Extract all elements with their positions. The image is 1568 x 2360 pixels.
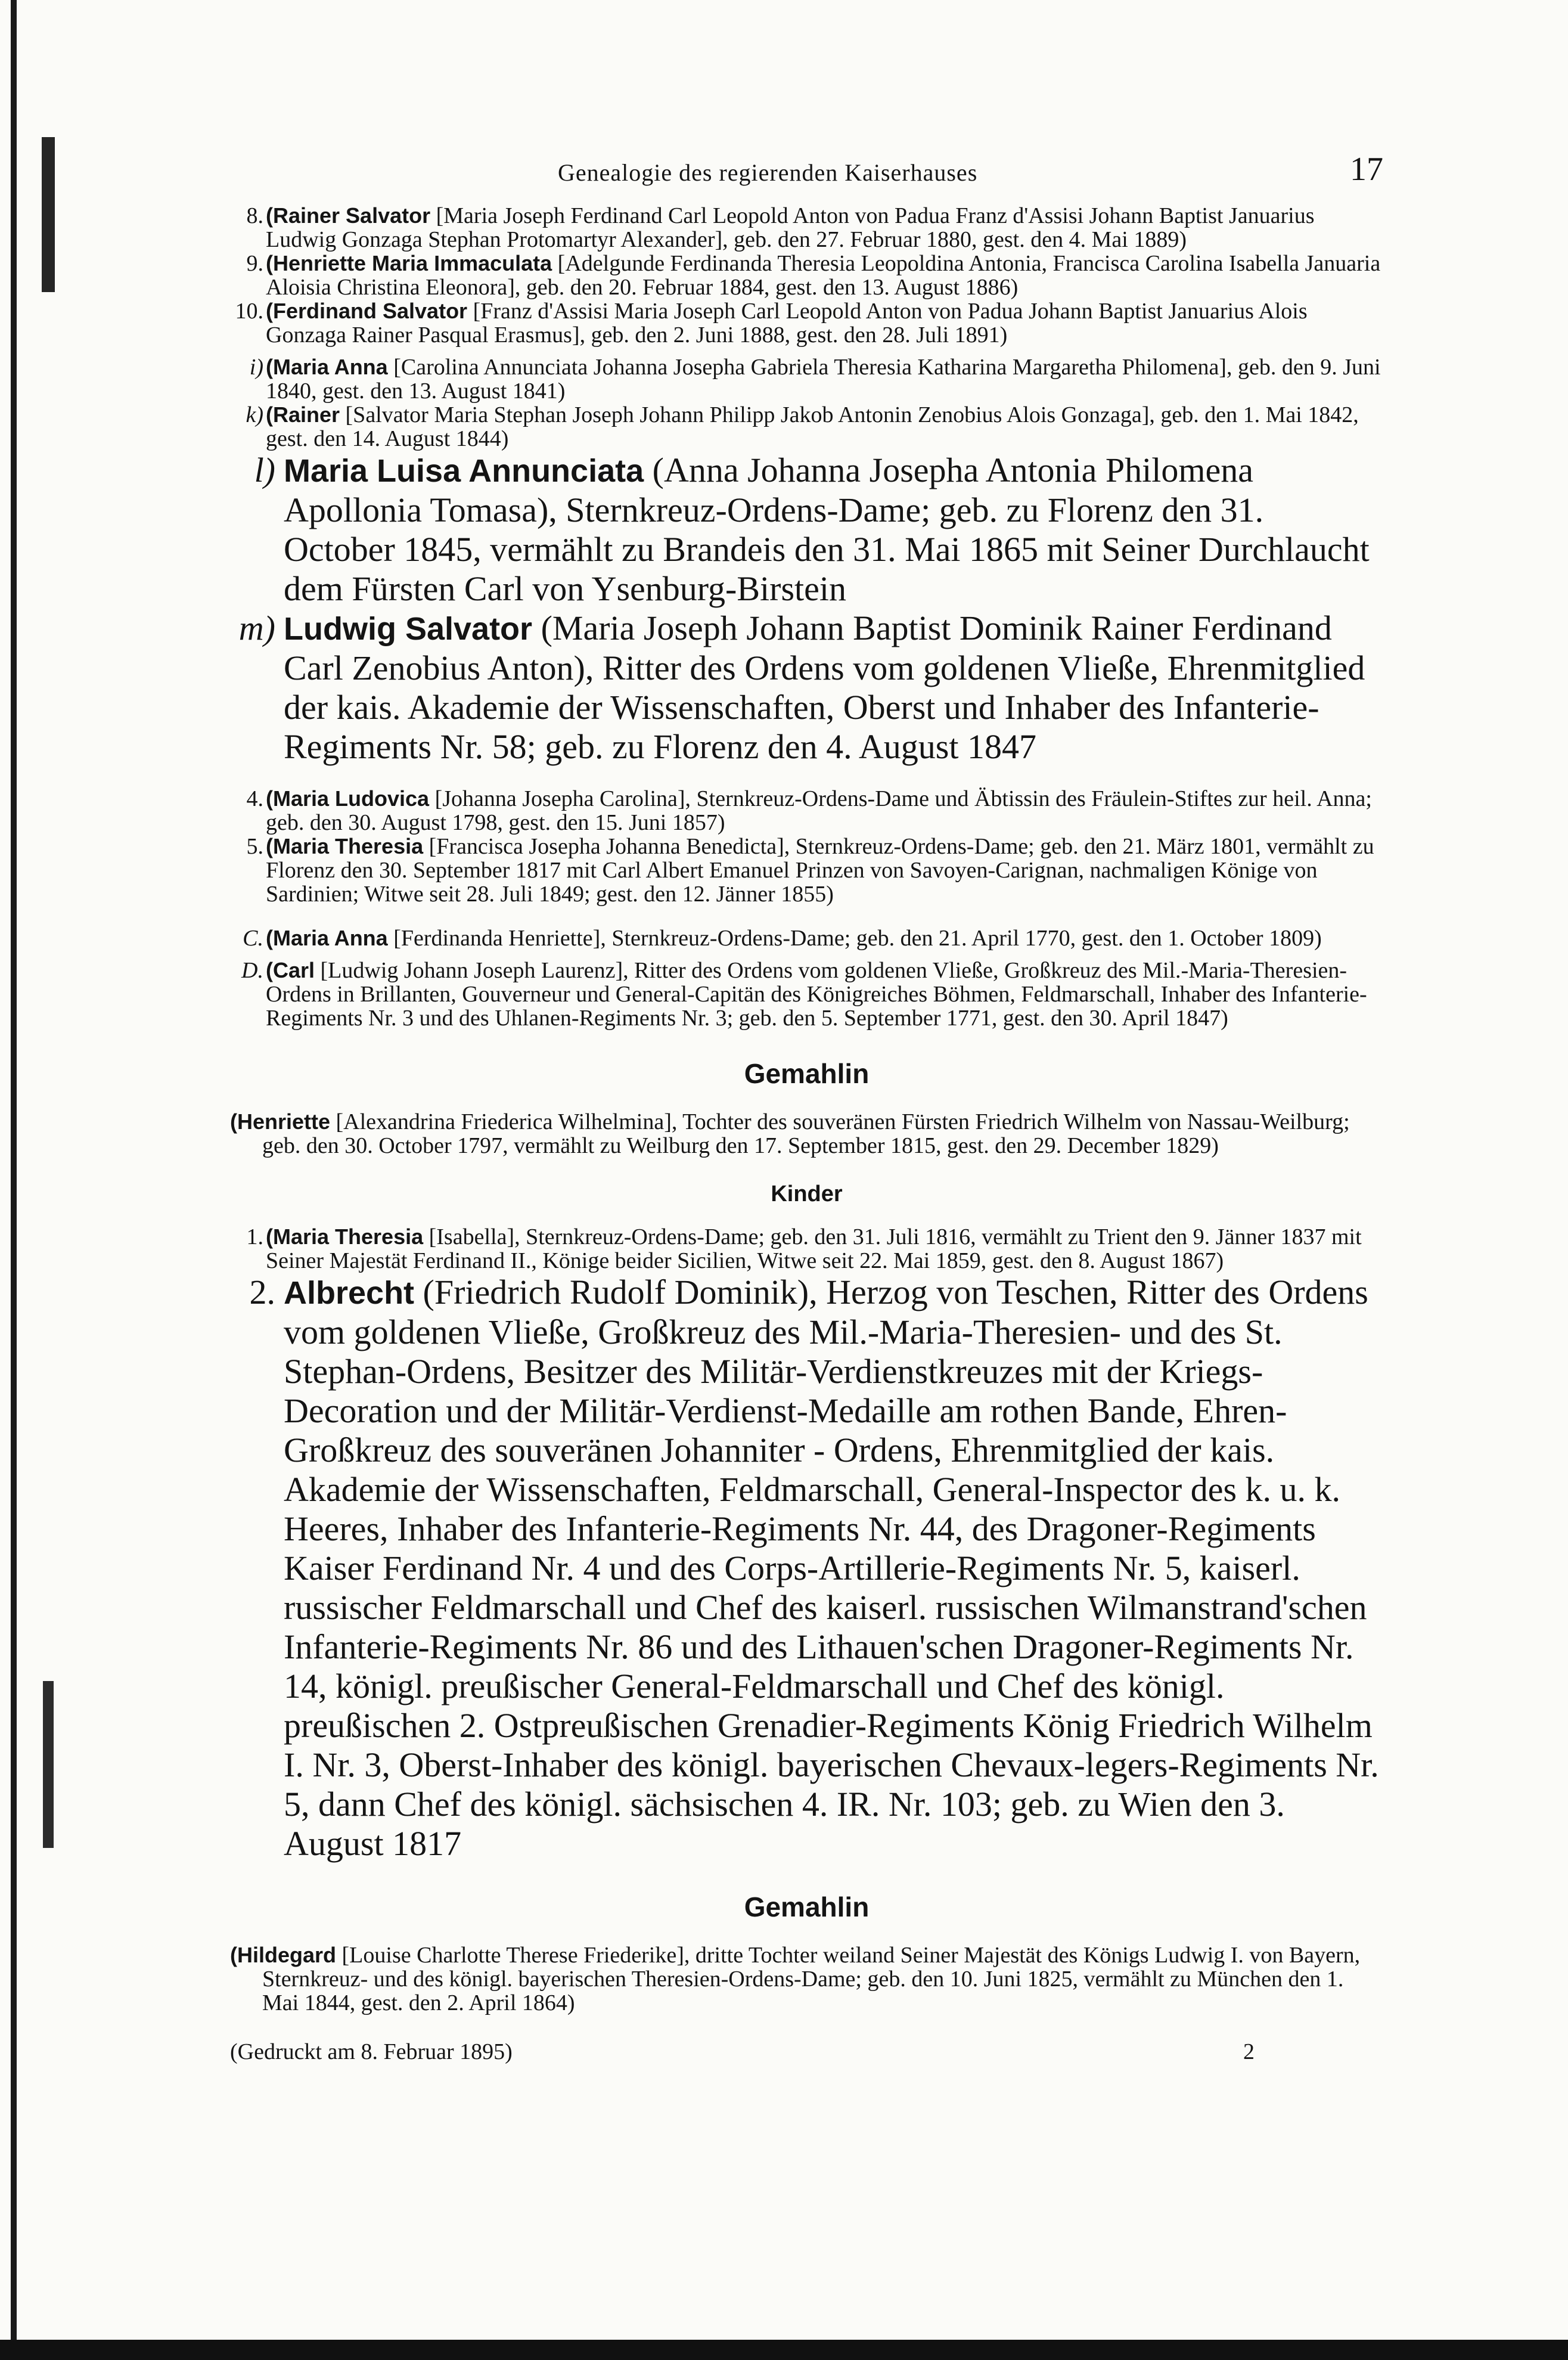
scan-binding-mark-bottom: [43, 1681, 54, 1848]
kind-2: [230, 1273, 1383, 1863]
entry-name: Maria Luisa Annunciata: [284, 453, 644, 489]
printed-date: (Gedruckt am 8. Februar 1895): [230, 2039, 513, 2064]
page-footer: [230, 2039, 1383, 2074]
entry-number: 10.: [235, 299, 263, 324]
entry-number: k): [246, 402, 263, 427]
entry-text: [Maria Joseph Ferdinand Carl Leopold Anton von Padua Franz d'Assisi Johann Baptist Januarius Ludwig Gonzaga Stephan Protomartyr Alexander], geb. den 27. Februar 1880, gest. den 4. Mai 1889): [266, 203, 1315, 252]
entry-text: [Salvator Maria Stephan Joseph Johann Philipp Jakob Antonin Zenobius Alois Gonzaga], geb. den 1. Mai 1842, gest. den 14. August 1844): [266, 402, 1359, 451]
entry-number: C.: [243, 926, 263, 951]
entry-text: (Anna Johanna Josepha Antonia Philomena Apollonia Tomasa), Sternkreuz-Ordens-Dame; geb. zu Florenz den 31. October 1845, vermählt zu Brandeis den 31. Mai 1865 mit Seiner Durchlaucht dem Fürsten Carl von Ysenburg-Birstein: [284, 451, 1370, 608]
entry-name: (Maria Anna: [266, 926, 388, 950]
entry-text: [Isabella], Sternkreuz-Ordens-Dame; geb. den 31. Juli 1816, vermählt zu Trient den 9. Jänner 1837 mit Seiner Majestät Ferdinand II., Könige beider Sicilien, Witwe seit 22. Mai 1859, gest. den 8. August 1867): [266, 1224, 1362, 1273]
entry-number: l): [254, 451, 275, 489]
entry-name: (Rainer: [266, 402, 340, 427]
entry-number: i): [249, 355, 263, 380]
entry-text: [Francisca Josepha Johanna Benedicta], Sternkreuz-Ordens-Dame; geb. den 21. März 1801, vermählt zu Florenz den 30. September 1817 mit Carl Albert Emanuel Prinzen von Savoyen-Carignan, nachmaligen Könige von Sardinien; Witwe seit 28. Juli 1849; gest. den 12. Jänner 1855): [266, 834, 1374, 907]
page-number: 17: [1350, 151, 1383, 188]
entry-8: [230, 204, 1383, 252]
entry-number: 5.: [246, 834, 263, 859]
entry-5: [230, 835, 1383, 906]
scan-edge-bottom: [0, 2340, 1568, 2360]
scan-edge-left: [11, 0, 17, 2360]
entry-text: (Maria Joseph Johann Baptist Dominik Rainer Ferdinand Carl Zenobius Anton), Ritter des Ordens vom goldenen Vließe, Ehrenmitglied der kais. Akademie der Wissenschaften, Oberst und Inhaber des Infanterie-Regiments Nr. 58; geb. zu Florenz den 4. August 1847: [284, 609, 1365, 766]
entry-name: (Henriette: [230, 1109, 331, 1134]
entry-9: [230, 252, 1383, 299]
entry-text: [Johanna Josepha Carolina], Sternkreuz-Ordens-Dame und Äbtissin des Fräulein-Stiftes zur heil. Anna; geb. den 30. August 1798, gest. den 15. Juni 1857): [266, 786, 1372, 835]
entry-number: 9.: [246, 251, 263, 276]
entry-text: [Louise Charlotte Therese Friederike], dritte Tochter weiland Seiner Majestät des Königs Ludwig I. von Bayern, Sternkreuz- und des königl. bayerischen Theresien-Ordens-Dame; geb. den 10. Juni 1825, vermählt zu München den 1. Mai 1844, gest. den 2. April 1864): [262, 1943, 1361, 2015]
entry-name: (Carl: [266, 958, 315, 982]
entry-text: [Ludwig Johann Joseph Laurenz], Ritter des Ordens vom goldenen Vließe, Großkreuz des Mil.-Maria-Theresien-Ordens in Brillanten, Gouverneur und General-Capitän des Königreiches Böhmen, Feldmarschall, Inhaber des Infanterie-Regiments Nr. 3 und des Uhlanen-Regiments Nr. 3; geb. den 5. September 1771, gest. den 30. April 1847): [266, 958, 1367, 1031]
entry-text: [Carolina Annunciata Johanna Josepha Gabriela Theresia Katharina Margaretha Philomena], geb. den 9. Juni 1840, gest. den 13. August 1841): [266, 355, 1381, 404]
running-head: [230, 151, 1383, 196]
entry-name: (Maria Theresia: [266, 1224, 424, 1249]
entry-name: Albrecht: [284, 1275, 415, 1311]
entry-4: [230, 787, 1383, 835]
heading-gemahlin-2: Gemahlin: [744, 1891, 870, 1922]
entry-name: (Ferdinand Salvator: [266, 299, 468, 323]
entry-number: 1.: [246, 1224, 263, 1249]
heading-kinder: Kinder: [771, 1181, 843, 1207]
entry-text: [Alexandrina Friederica Wilhelmina], Tochter des souveränen Fürsten Friedrich Wilhelm von Nassau-Weilburg; geb. den 30. October 1797, vermählt zu Weilburg den 17. September 1815, gest. den 29. December 1829): [262, 1109, 1350, 1158]
page-content: [230, 151, 1383, 2074]
entry-text: [Franz d'Assisi Maria Joseph Carl Leopold Anton von Padua Johann Baptist Januarius Alois Gonzaga Rainer Pasqual Erasmus], geb. den 2. Juni 1888, gest. den 28. Juli 1891): [266, 299, 1308, 348]
entry-text: [Ferdinanda Henriette], Sternkreuz-Ordens-Dame; geb. den 21. April 1770, gest. den 1. October 1809): [387, 926, 1322, 951]
entry-m: [230, 609, 1383, 767]
entry-number: 4.: [246, 786, 263, 811]
entry-text: (Friedrich Rudolf Dominik), Herzog von Teschen, Ritter des Ordens vom goldenen Vließe, Großkreuz des Mil.-Maria-Theresien- und des St. Stephan-Ordens, Besitzer des Militär-Verdienstkreuzes mit der Kriegs-Decoration und der Militär-Verdienst-Medaille am rothen Bande, Ehren-Großkreuz des souveränen Johanniter - Ordens, Ehrenmitglied der kais. Akademie der Wissenschaften, Feldmarschall, General-Inspector des k. u. k. Heeres, Inhaber des Infanterie-Regiments Nr. 44, des Dragoner-Regiments Kaiser Ferdinand Nr. 4 und des Corps-Artillerie-Regiments Nr. 5, kaiserl. russischer Feldmarschall und Chef des kaiserl. russischen Wilmanstrand'schen Infanterie-Regiments Nr. 86 und des Lithauen'schen Dragoner-Regiments Nr. 14, königl. preußischer General-Feldmarschall und Chef des königl. preußischen 2. Ostpreußischen Grenadier-Regiments König Friedrich Wilhelm I. Nr. 3, Oberst-Inhaber des königl. bayerischen Chevaux-legers-Regiments Nr. 5, dann Chef des königl. sächsischen 4. IR. Nr. 103; geb. zu Wien den 3. August 1817: [284, 1273, 1379, 1863]
running-head-title: Genealogie des regierenden Kaiserhauses: [558, 159, 978, 186]
entry-10: [230, 299, 1383, 347]
entry-name: (Maria Ludovica: [266, 786, 430, 811]
entry-number: 2.: [249, 1273, 275, 1311]
entry-text: [Adelgunde Ferdinanda Theresia Leopoldina Antonia, Francisca Carolina Isabella Januaria Aloisia Christina Eleonora], geb. den 20. Februar 1884, gest. den 13. August 1886): [266, 251, 1381, 300]
entry-number: m): [238, 609, 275, 647]
gemahlin-henriette: [230, 1110, 1383, 1158]
entry-i: [230, 355, 1383, 403]
entry-c: [230, 926, 1383, 950]
entry-name: (Maria Anna: [266, 355, 388, 379]
scan-binding-mark-top: [42, 137, 55, 292]
sheet-number: 2: [1243, 2039, 1255, 2064]
kind-1: [230, 1225, 1383, 1273]
entry-name: Ludwig Salvator: [284, 611, 533, 647]
entry-number: 8.: [246, 203, 263, 228]
entry-l: [230, 451, 1383, 609]
gemahlin-hildegard: [230, 1943, 1383, 2015]
entry-d: [230, 959, 1383, 1030]
entry-name: (Rainer Salvator: [266, 203, 431, 228]
entry-number: D.: [241, 958, 263, 983]
entry-k: [230, 403, 1383, 451]
entry-name: (Henriette Maria Immaculata: [266, 251, 552, 275]
heading-gemahlin: Gemahlin: [744, 1058, 870, 1089]
entry-name: (Hildegard: [230, 1943, 337, 1967]
entry-name: (Maria Theresia: [266, 834, 424, 858]
